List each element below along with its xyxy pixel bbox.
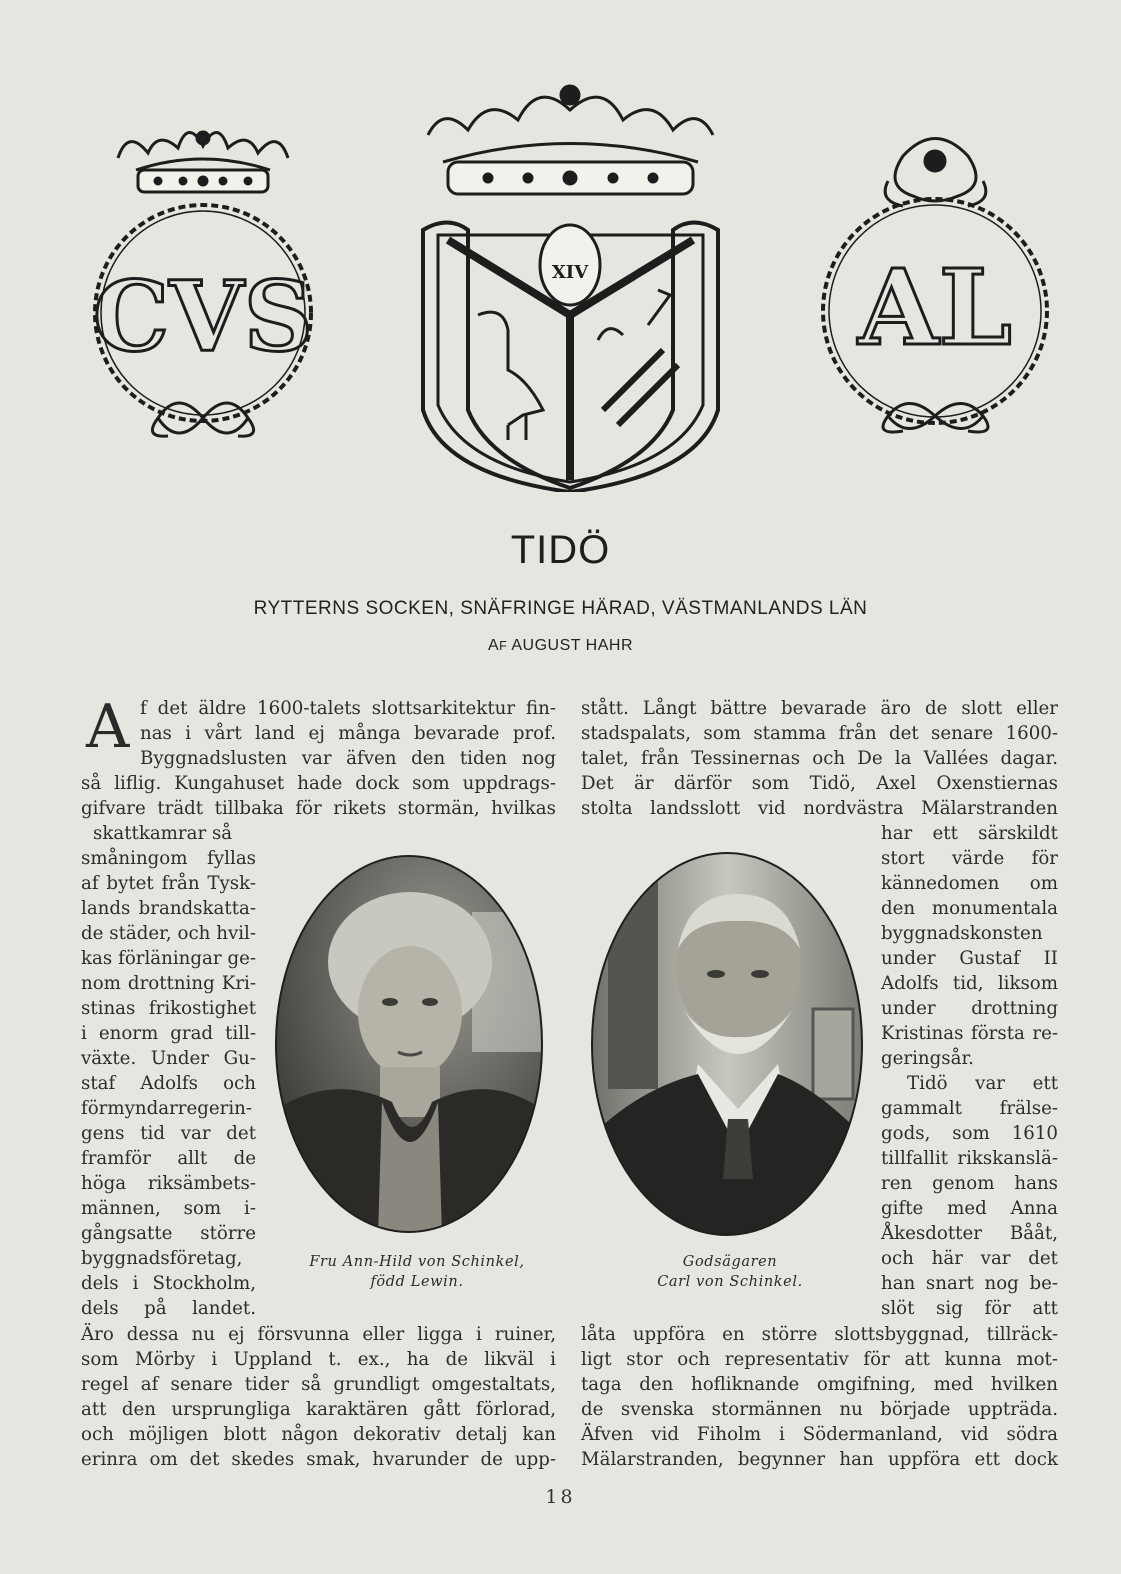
body-line: staf Adolfs och — [81, 1073, 256, 1094]
body-line: kas förläningar ge- — [81, 948, 256, 969]
body-line: kännedomen om — [881, 873, 1058, 894]
caption-right-line1: Godsägaren — [682, 1254, 778, 1270]
body-line: så liflig. Kungahuset hade dock som uppdrags- — [81, 773, 556, 794]
body-line: f det äldre 1600-talets slottsarkitektur fin- — [140, 698, 556, 719]
body-line: gifte med Anna — [881, 1198, 1058, 1219]
body-line: den monumentala — [881, 898, 1058, 919]
body-line: tillfallit rikskanslä- — [881, 1148, 1058, 1169]
body-line: nas i vårt land ej många bevarade prof. — [140, 723, 556, 744]
body-line: ligt stor och representativ för att kunna mot- — [581, 1349, 1058, 1370]
body-line: Mälarstranden, begynner han uppföra ett dock — [581, 1449, 1058, 1470]
caption-left-line1: Fru Ann-Hild von Schinkel, — [309, 1254, 525, 1270]
body-line: dels i Stockholm, — [81, 1273, 256, 1294]
inner-numeral: XIV — [551, 262, 589, 283]
body-line: att den ursprungliga karaktären gått förlorad, — [81, 1399, 556, 1420]
body-line: talet, från Tessinernas och De la Vallées dagar. — [581, 748, 1058, 769]
body-line: framför allt de — [81, 1148, 256, 1169]
body-line: af bytet från Tysk- — [81, 873, 256, 894]
body-line: Äfven vid Fiholm i Södermanland, vid södra — [581, 1424, 1058, 1445]
body-line: stadspalats, som stamma från det senare 1600- — [581, 723, 1058, 744]
body-line: stinas frikostighet — [81, 998, 256, 1019]
body-line: Tidö var ett — [907, 1073, 1058, 1094]
body-line: byggnadsföretag, — [81, 1248, 243, 1269]
caption-left — [292, 1252, 542, 1292]
body-line: regel af senare tider så grundligt omgestaltats, — [81, 1374, 556, 1395]
coat-of-arms-shield — [408, 80, 733, 492]
body-line: byggnadskonsten — [881, 923, 1043, 944]
right-monogram-emblem — [818, 126, 1053, 436]
body-line: Kristinas första re- — [881, 1023, 1058, 1044]
byline-prefix-first: A — [487, 637, 500, 654]
body-line: Byggnadslusten var äfven den tiden nog — [140, 748, 556, 769]
body-line: gens tid var det — [81, 1123, 256, 1144]
body-line: Adolfs tid, liksom — [881, 973, 1058, 994]
body-line: låta uppföra en större slottsbyggnad, tillräck- — [581, 1324, 1058, 1345]
left-monogram-emblem — [88, 118, 318, 443]
byline-author: AUGUST HAHR — [511, 637, 634, 654]
caption-right-line2: Carl von Schinkel. — [657, 1274, 803, 1290]
body-line: erinra om det skedes smak, hvarunder de upp- — [81, 1449, 556, 1470]
body-line: växte. Under Gu- — [81, 1048, 256, 1069]
page-number: 18 — [545, 1486, 576, 1508]
body-line: Äro dessa nu ej försvunna eller ligga i ruiner, — [81, 1324, 556, 1345]
caption-right — [615, 1252, 845, 1292]
body-line: slöt sig för att — [881, 1298, 1058, 1319]
body-line: och här var det — [881, 1248, 1058, 1269]
body-line: gångsatte större — [81, 1223, 256, 1244]
body-line: männen, som i- — [81, 1198, 256, 1219]
body-line: och möjligen blott någon dekorativ detalj kan — [81, 1424, 556, 1445]
body-line: gifvare trädt tillbaka för rikets stormän, hvilkas — [81, 798, 556, 819]
portrait-ann-hild-von-schinkel — [272, 852, 546, 1236]
body-line: dels på landet. — [81, 1298, 256, 1319]
body-line: under drottning — [881, 998, 1058, 1019]
page-title: TIDÖ — [510, 528, 611, 572]
body-line: stort värde för — [881, 848, 1058, 869]
page-subtitle: RYTTERNS SOCKEN, SNÄFRINGE HÄRAD, VÄSTMANLANDS LÄN — [253, 598, 868, 619]
body-line: nom drottning Kri- — [81, 973, 256, 994]
body-line: som Mörby i Uppland t. ex., ha de likväl i — [81, 1349, 556, 1370]
body-line: har ett särskildt — [881, 823, 1058, 844]
caption-left-line2: född Lewin. — [370, 1274, 464, 1290]
byline — [0, 637, 1121, 655]
body-line: de städer, och hvil- — [81, 923, 256, 944]
body-line: de svenska stormännen nu började uppträda. — [581, 1399, 1058, 1420]
body-line: under Gustaf II — [881, 948, 1058, 969]
byline-prefix-rest: F — [499, 639, 508, 653]
dropcap: A — [86, 692, 130, 762]
body-line: han snart nog be- — [881, 1273, 1058, 1294]
body-line: gods, som 1610 — [881, 1123, 1058, 1144]
portrait-carl-von-schinkel — [588, 849, 866, 1239]
body-line: höga riksämbets- — [81, 1173, 256, 1194]
body-line: ren genom hans — [881, 1173, 1058, 1194]
body-line: Åkesdotter Bååt, — [881, 1223, 1058, 1244]
body-line: i enorm grad till- — [81, 1023, 256, 1044]
left-monogram-text: CVS — [92, 260, 314, 373]
body-line: stolta landsslott vid nordvästra Mälarstranden — [581, 798, 1058, 819]
body-line: stått. Långt bättre bevarade äro de slott eller — [581, 698, 1058, 719]
body-line: Det är därför som Tidö, Axel Oxenstiernas — [581, 773, 1058, 794]
body-line: skattkamrar så — [93, 823, 233, 844]
body-line: taga den hofliknande omgifning, med hvilken — [581, 1374, 1058, 1395]
body-line: förmyndarregerin- — [81, 1098, 253, 1119]
body-line: gammalt frälse- — [881, 1098, 1058, 1119]
right-monogram-text: AL — [858, 246, 1012, 369]
body-line: geringsår. — [881, 1048, 974, 1069]
body-line: lands brandskatta- — [81, 898, 256, 919]
body-line: småningom fyllas — [81, 848, 256, 869]
